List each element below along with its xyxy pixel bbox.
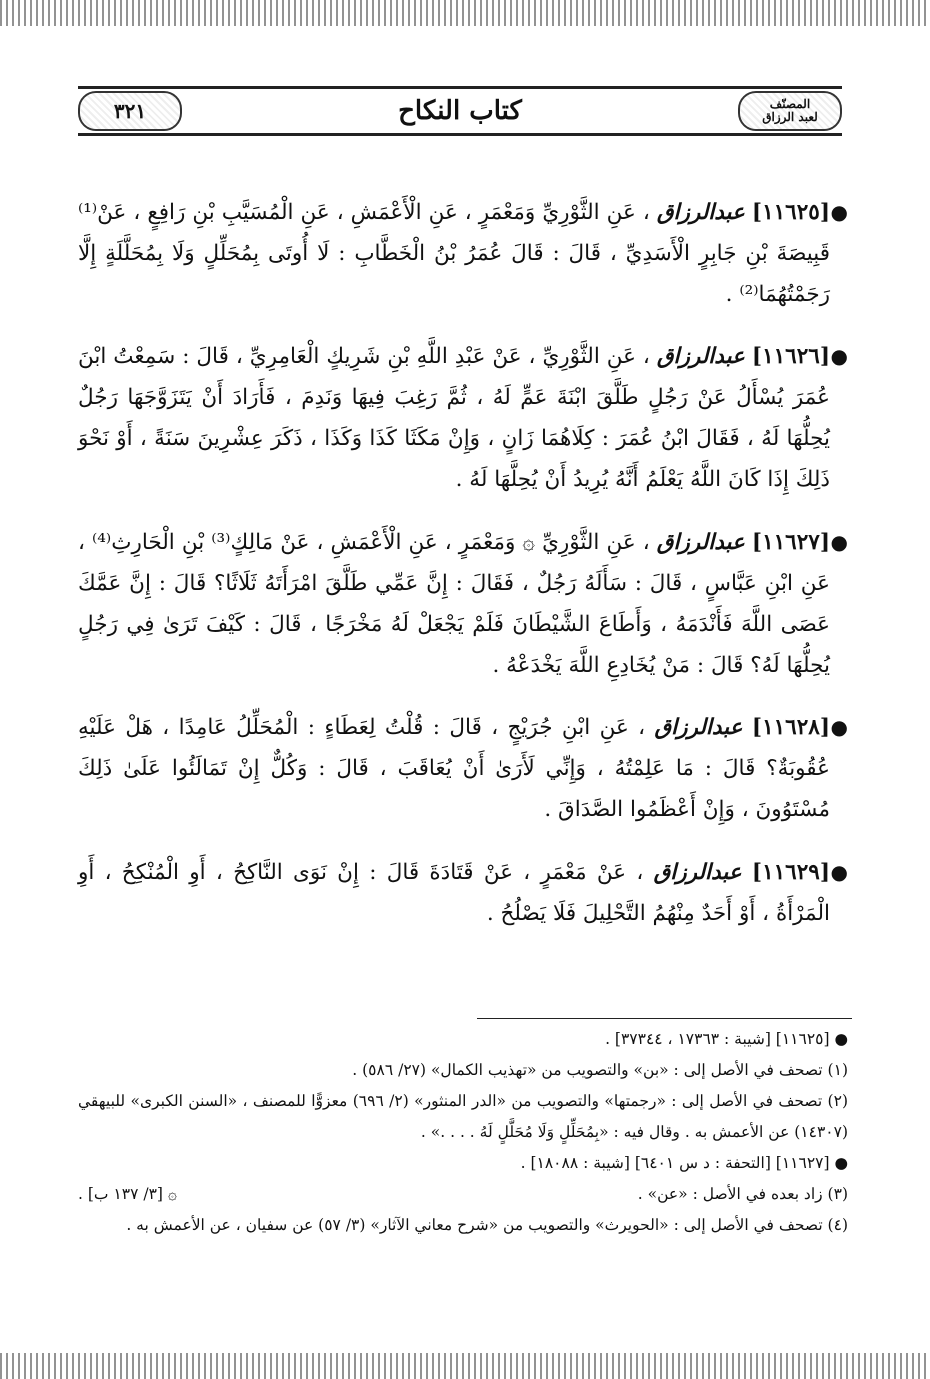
source-reference: ● [١١٦٢٧] [التحفة : د س ٦٤٠١] [شيبة : ١٨٠٨٨] . <box>520 1154 848 1172</box>
bullet-icon: ● <box>830 529 848 554</box>
hadith-text: ، عَنِ الثَّوْرِيِّ ، عَنْ عَبْدِ اللَّهِ بْنِ شَرِيكٍ الْعَامِرِيِّ ، قَالَ : سَمِعْتُ ابْنَ عُمَرَ يُسْأَلُ عَنْ رَجُلٍ طَلَّقَ ابْنَةَ عَمٍّ لَهُ ، ثُمَّ رَغِبَ فِيهَا وَنَدِمَ ، فَأَرَادَ أَنْ يَتَزَوَّجَهَا رَجُلٌ يُحِلُّهَا لَهُ ، فَقَالَ ابْنُ عُمَرَ : كِلَاهُمَا زَانٍ ، وَإِنْ مَكَثَا كَذَا وَكَذَا ، ذَكَرَ عِشْرِينَ سَنَةً ، أَوْ نَحْوَ ذَلِكَ إِذَا كَانَ اللَّهُ يَعْلَمُ أَنَّهُ يُرِيدُ أَنْ يُحِلَّهَا لَهُ . <box>78 344 830 492</box>
hadith-author: عبدالرزاق <box>656 529 745 555</box>
hadith-entry <box>78 852 848 934</box>
logo-line-2: لعبد الرزاق <box>762 110 818 124</box>
hadith-author: عبدالرزاق <box>656 199 745 225</box>
main-text <box>78 170 848 950</box>
hadith-number: [١١٦٢٧] <box>751 529 830 555</box>
logo-line-1: المصنّف <box>769 97 811 111</box>
bullet-icon: ● <box>830 715 848 739</box>
page-header <box>78 86 842 136</box>
footnote-row <box>78 1179 848 1210</box>
hadith-author: عبدالرزاق <box>653 859 742 885</box>
book-title: كتاب النكاح <box>398 96 522 126</box>
hadith-author: عبدالرزاق <box>656 344 745 369</box>
hadith-entry <box>78 707 848 830</box>
footnote: (٤) تصحف في الأصل إلى : «الحويرث» والتصويب من «شرح معاني الآثار» (٣/ ٥٧) عن سفيان ، عن الأعمش به . <box>126 1216 848 1234</box>
source-reference: ● [١١٦٢٥] [شيبة : ١٧٣٦٣ ، ٣٧٣٤٤] . <box>605 1030 848 1048</box>
hadith-text: ، عَنِ الثَّوْرِيِّ وَمَعْمَرٍ ، عَنِ الْأَعْمَشِ ، عَنِ الْمُسَيَّبِ بْنِ رَافِعٍ ، عَنْ⁽¹⁾ قَبِيصَةَ بْنِ جَابِرٍ الْأَسَدِيِّ ، قَالَ : قَالَ عُمَرُ بْنُ الْخَطَّابِ : لَا أُوتَى بِمُحَلِّلٍ وَلَا بِمُحَلَّلَةٍ إِلَّا رَجَمْتُهُمَا⁽²⁾ . <box>78 199 830 307</box>
footnote: (٢) تصحف في الأصل إلى : «رجمتها» والتصويب من «الدر المنثور» (٢/ ٦٩٦) معزوًّا للمصنف ، «السنن الكبرى» للبيهقي (١٤٣٠٧) عن الأعمش به . وقال فيه : «بِمُحَلِّلٍ وَلَا مُحَلَّلٍ لَهُ . . . .» . <box>78 1092 848 1141</box>
hadith-entry <box>78 192 848 315</box>
top-ornament-border <box>0 0 930 26</box>
leaf-reference: ۞ [٣/ ١٣٧ ب] . <box>78 1185 177 1203</box>
hadith-number: [١١٦٢٩] <box>751 859 830 885</box>
footnote-divider <box>477 1018 852 1019</box>
hadith-text: ، عَنِ ابْنِ جُرَيْجٍ ، قَالَ : قُلْتُ لِعَطَاءٍ : الْمُحَلِّلُ عَامِدًا ، هَلْ عَلَيْهِ عُقُوبَةٌ؟ قَالَ : مَا عَلِمْتُهُ ، وَإِنِّي لَأَرَىٰ أَنْ يُعَاقَبَ ، قَالَ : وَكُلٌّ إِنْ تَمَالَئُوا عَلَىٰ ذَلِكَ مُسْتَوُونَ ، وَإِنْ أَعْظَمُوا الصَّدَاقَ . <box>78 715 830 822</box>
page-number: ٣٢١ <box>78 91 182 131</box>
hadith-number: [١١٦٢٥] <box>751 199 830 225</box>
footnote: (٣) زاد بعده في الأصل : «عن» . <box>637 1185 848 1203</box>
hadith-number: [١١٦٢٨] <box>751 715 830 740</box>
footnotes <box>78 1024 848 1241</box>
bullet-icon: ● <box>830 344 848 368</box>
hadith-entry <box>78 522 848 686</box>
hadith-text: ، عَنْ مَعْمَرٍ ، عَنْ قَتَادَةَ قَالَ : إِنْ نَوَى النَّاكِحُ ، أَوِ الْمُنْكِحُ ، أَوِ الْمَرْأَةُ ، أَوْ أَحَدٌ مِنْهُمُ التَّحْلِيلَ فَلَا يَصْلُحُ . <box>78 859 830 926</box>
hadith-author: عبدالرزاق <box>654 715 743 740</box>
hadith-number: [١١٦٢٦] <box>751 344 830 369</box>
book-logo <box>738 91 842 131</box>
bullet-icon: ● <box>830 859 848 884</box>
hadith-entry <box>78 336 848 500</box>
bullet-icon: ● <box>830 199 848 224</box>
bottom-ornament-border <box>0 1353 930 1379</box>
hadith-text: ، عَنِ الثَّوْرِيِّ ۞ وَمَعْمَرٍ ، عَنِ الْأَعْمَشِ ، عَنْ مَالِكٍ⁽³⁾ بْنِ الْحَارِثِ⁽⁴⁾ ، عَنِ ابْنِ عَبَّاسٍ ، قَالَ : سَأَلَهُ رَجُلٌ ، فَقَالَ : إِنَّ عَمِّي طَلَّقَ امْرَأَتَهُ ثَلَاثًا؟ قَالَ : إِنَّ عَمَّكَ عَصَى اللَّهَ فَأَنْدَمَهُ ، وَأَطَاعَ الشَّيْطَانَ فَلَمْ يَجْعَلْ لَهُ مَخْرَجًا ، قَالَ : كَيْفَ تَرَىٰ فِي رَجُلٍ يُحِلُّهَا لَهُ؟ قَالَ : مَنْ يُخَادِعِ اللَّهَ يَخْدَعْهُ . <box>78 529 830 678</box>
footnote: (١) تصحف في الأصل إلى : «بن» والتصويب من «تهذيب الكمال» (٢٧/ ٥٨٦) . <box>352 1061 848 1079</box>
